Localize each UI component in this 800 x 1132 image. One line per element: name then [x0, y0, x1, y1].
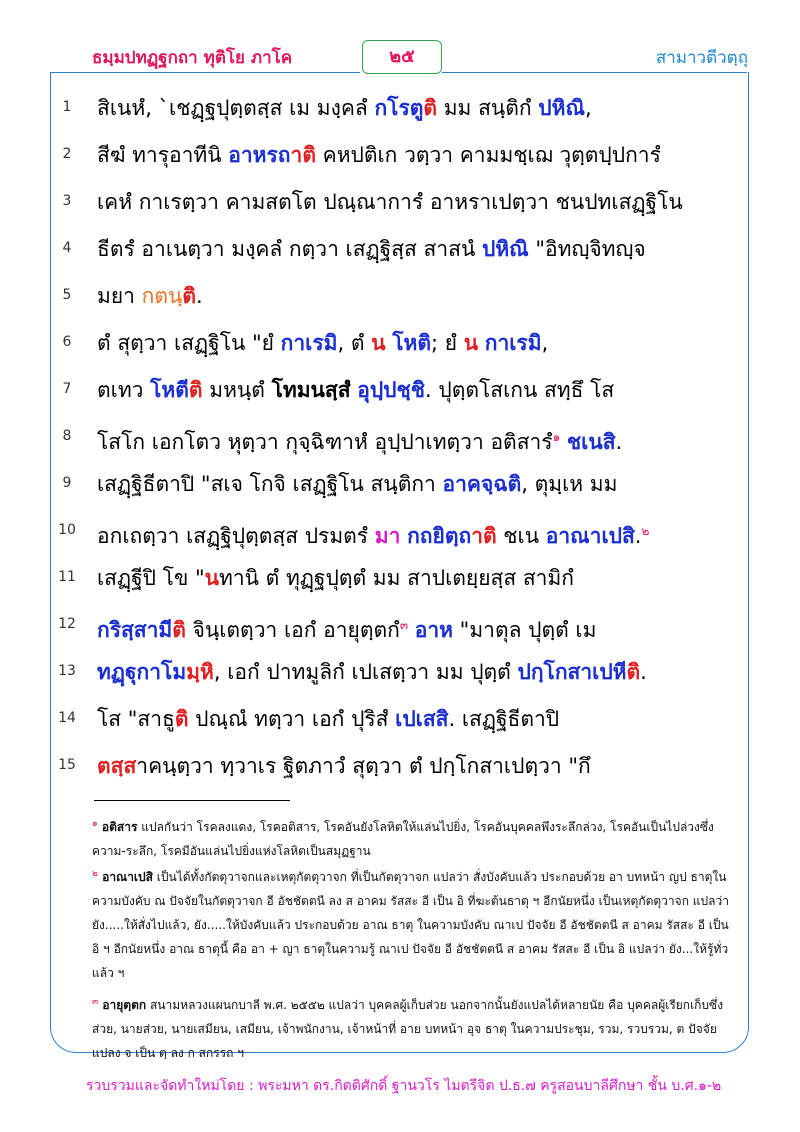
line-number: 11: [58, 569, 76, 585]
text-segment: . เสฏฺฐิธีตาปิ: [448, 707, 560, 731]
story-title: สามาวตีวตฺถุ: [655, 48, 748, 68]
text-segment: เปเสสิ: [395, 707, 449, 731]
text-segment: เสฏฺฐิธีตาปิ "สเจ โกจิ เสฏฺฐิโน สนฺติกา: [97, 472, 443, 496]
text-segment: ติ: [423, 96, 438, 120]
text-segment: กาเรมิ: [484, 331, 542, 355]
text-segment: โหตี: [150, 378, 189, 402]
text-segment: าติ: [290, 143, 316, 167]
text-segment: ติ: [174, 707, 189, 731]
line-number: 10: [58, 522, 76, 538]
text-line: [97, 744, 752, 788]
text-line: [97, 556, 752, 600]
text-segment: , ตํ: [337, 331, 372, 355]
line-number: 9: [62, 475, 72, 491]
text-segment: .: [640, 660, 647, 684]
text-segment: ทฏฺฐุกาโม: [97, 660, 187, 684]
text-segment: .: [195, 284, 203, 308]
text-line: [97, 650, 752, 694]
footnote-term: อาณาเปสิ: [97, 870, 153, 884]
footnote-term: อายุตฺตก: [98, 998, 147, 1012]
text-segment: ธีตรํ อาเนตฺวา มงฺคลํ กตฺวา เสฏฺฐิสฺส สาสนํ: [97, 237, 482, 261]
text-segment: [408, 618, 415, 642]
footnote-ref: ๓: [399, 618, 409, 632]
text-segment: , เอกํ ปาทมูลิกํ เปเสตฺวา มม ปุตฺตํ: [213, 660, 518, 684]
text-segment: สิเนหํ, `เชฏฺฐปุตฺตสฺส เม มงฺคลํ: [97, 96, 375, 120]
text-segment: กริสฺสามี: [97, 618, 173, 642]
page-number: ๒๕: [362, 40, 442, 74]
text-segment: โส "สาธู: [97, 707, 175, 731]
footnote-item: [92, 990, 732, 1065]
text-line: [97, 697, 752, 741]
footnote-mark: ๑: [92, 819, 98, 829]
text-segment: อาคจฺฉติ: [442, 472, 522, 496]
text-segment: มม สนฺติกํ: [437, 96, 539, 120]
text-line: [97, 274, 752, 318]
text-segment: โสโก เอกโตว หุตฺวา กุจฺฉิฑาหํ อุปฺปาเทตฺวา อติสารํ: [97, 430, 553, 454]
text-segment: เคหํ กาเรตฺวา คามสตโต ปณฺณาการํ อาหราเปตฺวา ชนปทเสฏฺฐิโน: [97, 190, 683, 214]
text-segment: ติ: [182, 284, 196, 308]
text-segment: เสฏฺฐีปิ โข ": [97, 566, 205, 590]
text-segment: มฺหิ: [186, 660, 214, 684]
text-segment: โหติ: [392, 331, 431, 355]
text-line: [97, 133, 752, 177]
text-segment: โทมนสฺสํ: [271, 378, 351, 402]
text-segment: อาห: [414, 618, 453, 642]
text-segment: กโรตู: [374, 96, 424, 120]
footnote-mark: ๒: [92, 869, 98, 879]
text-line: [97, 603, 752, 647]
text-segment: น: [204, 566, 220, 590]
text-segment: ; ยํ: [430, 331, 464, 355]
text-line: [97, 180, 752, 224]
text-segment: .: [615, 430, 623, 454]
text-line: [97, 462, 752, 506]
text-line: [97, 86, 752, 130]
text-segment: จินฺเตตฺวา เอกํ อายุตฺตกํ: [185, 618, 400, 642]
line-number: 7: [62, 381, 72, 397]
line-number: 1: [62, 99, 72, 115]
text-segment: ทานิ ตํ ทุฏฺฐปุตฺตํ มม สาปเตยฺยสฺส สามิกํ: [219, 566, 575, 590]
text-segment: อาณาเปสิ: [545, 524, 635, 548]
text-segment: น: [463, 331, 479, 355]
page-footer: รวบรวมและจัดทำใหม่โดย : พระมหา ดร.กิตติศักดิ์ ฐานวโร ไมตรีจิต ป.ธ.๗ ครูสอนบาลีศึกษา ชั้น บ.ศ.๑-๒: [86, 1078, 722, 1094]
footnote-ref: ๑: [552, 430, 561, 444]
text-segment: ติ: [172, 618, 186, 642]
text-segment: าติ: [471, 524, 497, 548]
text-segment: ปณฺณํ ทตฺวา เอกํ ปุริสํ: [188, 707, 396, 731]
footnote-text: แปลกันว่า โรคลงแดง, โรคอติสาร, โรคอันยังโลหิตให้แล่นไปยิ่ง, โรคอันบุคคลพึงระลึกล่วง, โรคอันเป็นไปล่วงซึ่งความ-ระลึก, โรคมีอันแล่นไปยิ่งแห่งโลหิตเป็นสมุฏฐาน: [92, 820, 714, 858]
text-segment: มา: [374, 524, 401, 548]
text-segment: ตสฺส: [97, 754, 137, 778]
text-segment: ปหิณิ: [538, 96, 585, 120]
text-segment: "มาตุล ปุตฺตํ เม: [452, 618, 597, 642]
text-segment: ตเทว: [97, 378, 151, 402]
text-segment: ปหิณิ: [482, 237, 529, 261]
text-segment: [560, 430, 567, 454]
line-number: 13: [58, 663, 76, 679]
text-line: [97, 227, 752, 271]
text-segment: กถยิตฺถ: [407, 524, 472, 548]
text-line: [97, 368, 752, 412]
text-segment: .: [634, 524, 642, 548]
footnote-rule: [94, 800, 290, 801]
text-segment: อุปฺปชฺชิ: [357, 378, 426, 402]
line-number: 6: [62, 334, 72, 350]
text-segment: อกเถตฺวา เสฏฺฐิปุตฺตสฺส ปรมตรํ: [97, 524, 375, 548]
text-segment: ติ: [188, 378, 203, 402]
text-segment: มยา: [97, 284, 142, 308]
footnote-term: อติสาร: [97, 820, 138, 834]
text-line: [97, 509, 752, 553]
line-number: 8: [62, 428, 72, 444]
text-segment: , ตุมฺเห มม: [521, 472, 618, 496]
line-number: 5: [62, 287, 72, 303]
text-segment: น: [371, 331, 386, 355]
line-number: 14: [58, 710, 76, 726]
text-line: [97, 321, 752, 365]
text-segment: คหปติเก วตฺวา คามมชฺเฌ วุตฺตปฺปการํ: [315, 143, 661, 167]
line-number: 12: [58, 616, 76, 632]
text-segment: "อิทญฺจิทญฺจ: [528, 237, 646, 261]
footnote-item: [92, 862, 732, 985]
text-segment: สีฆํ ทารุอาทีนิ: [97, 143, 229, 167]
text-segment: ชเน: [496, 524, 546, 548]
text-segment: มหนฺตํ: [202, 378, 272, 402]
footnote-ref: ๒: [641, 524, 650, 538]
text-segment: กตนฺ: [141, 284, 183, 308]
text-segment: าคนฺตฺวา ทฺวาเร ฐิตภาวํ สุตฺวา ตํ ปกฺโกสาเปตฺวา "กึ: [136, 754, 591, 778]
footnote-text: เป็นได้ทั้งกัตตุวาจกและเหตุกัตตุวาจก ที่เป็นกัตตุวาจก แปลว่า สั่งบังคับแล้ว ประกอบด้วย อา บทหน้า ญป ธาตุในความบังคับ ณ ปัจจัยในกัตตุวาจก อี อัชชัตตนี ลง ส อาคม รัสสะ อี เป็น อิ ที่ฆะต้นธาตุ ฯ อีกนัยหนึ่ง เป็นเหตุกัตตุวาจก แปลว่า ยัง.....ให้สั่งไปแล้ว, ยัง.....ให้บังคับแล้ว ประกอบด้วย อาณ ธาตุ ในความบังคับ ณาเป ปัจจัย อี อัชชัตตนี ส อาคม รัสสะ อี เป็น อิ ฯ อีกนัยหนึ่ง อาณ ธาตุนี้ คือ อา + ญา ธาตุในความรู้ ณาเป ปัจจัย อี อัชชัตตนี ส อาคม รัสสะ อี เป็น อิ แปลว่า ยัง...ให้รู้ทั่วแล้ว ฯ: [92, 870, 729, 980]
line-number: 2: [62, 146, 72, 162]
text-segment: กาเรมิ: [280, 331, 338, 355]
text-segment: ,: [584, 96, 592, 120]
footnote-item: [92, 812, 732, 863]
footnote-mark: ๓: [92, 997, 99, 1007]
text-line: [97, 415, 752, 459]
line-number: 4: [62, 240, 72, 256]
text-segment: ,: [541, 331, 549, 355]
line-number: 15: [58, 757, 76, 773]
footnote-text: สนามหลวงแผนกบาลี พ.ศ. ๒๕๕๒ แปลว่า บุคคลผู้เก็บส่วย นอกจากนั้นยังแปลได้หลายนัย คือ บุคคลผู้เรียกเก็บซึ่งส่วย, นายส่วย, นายเสมียน, เสมียน, เจ้าพนักงาน, เจ้าหน้าที่ อาย บทหน้า อุจ ธาตุ ในความประชุม, รวม, รวบรวม, ต ปัจจัยแปลง จ เป็น ตฺ ลง ก สกรรถ ฯ: [92, 998, 724, 1060]
text-segment: ปกฺโกสาเปหี: [517, 660, 627, 684]
text-segment: ชเนสิ: [566, 430, 616, 454]
book-title: ธมฺมปทฏฺฐกถา ทุติโย ภาโค: [92, 48, 293, 68]
text-segment: [478, 331, 485, 355]
text-segment: อาหรถ: [228, 143, 291, 167]
text-segment: ตํ สุตฺวา เสฏฺฐิโน "ยํ: [97, 331, 281, 355]
line-number: 3: [62, 193, 72, 209]
text-segment: ติ: [626, 660, 641, 684]
text-segment: . ปุตฺตโสเกน สทฺธึ โส: [425, 378, 615, 402]
